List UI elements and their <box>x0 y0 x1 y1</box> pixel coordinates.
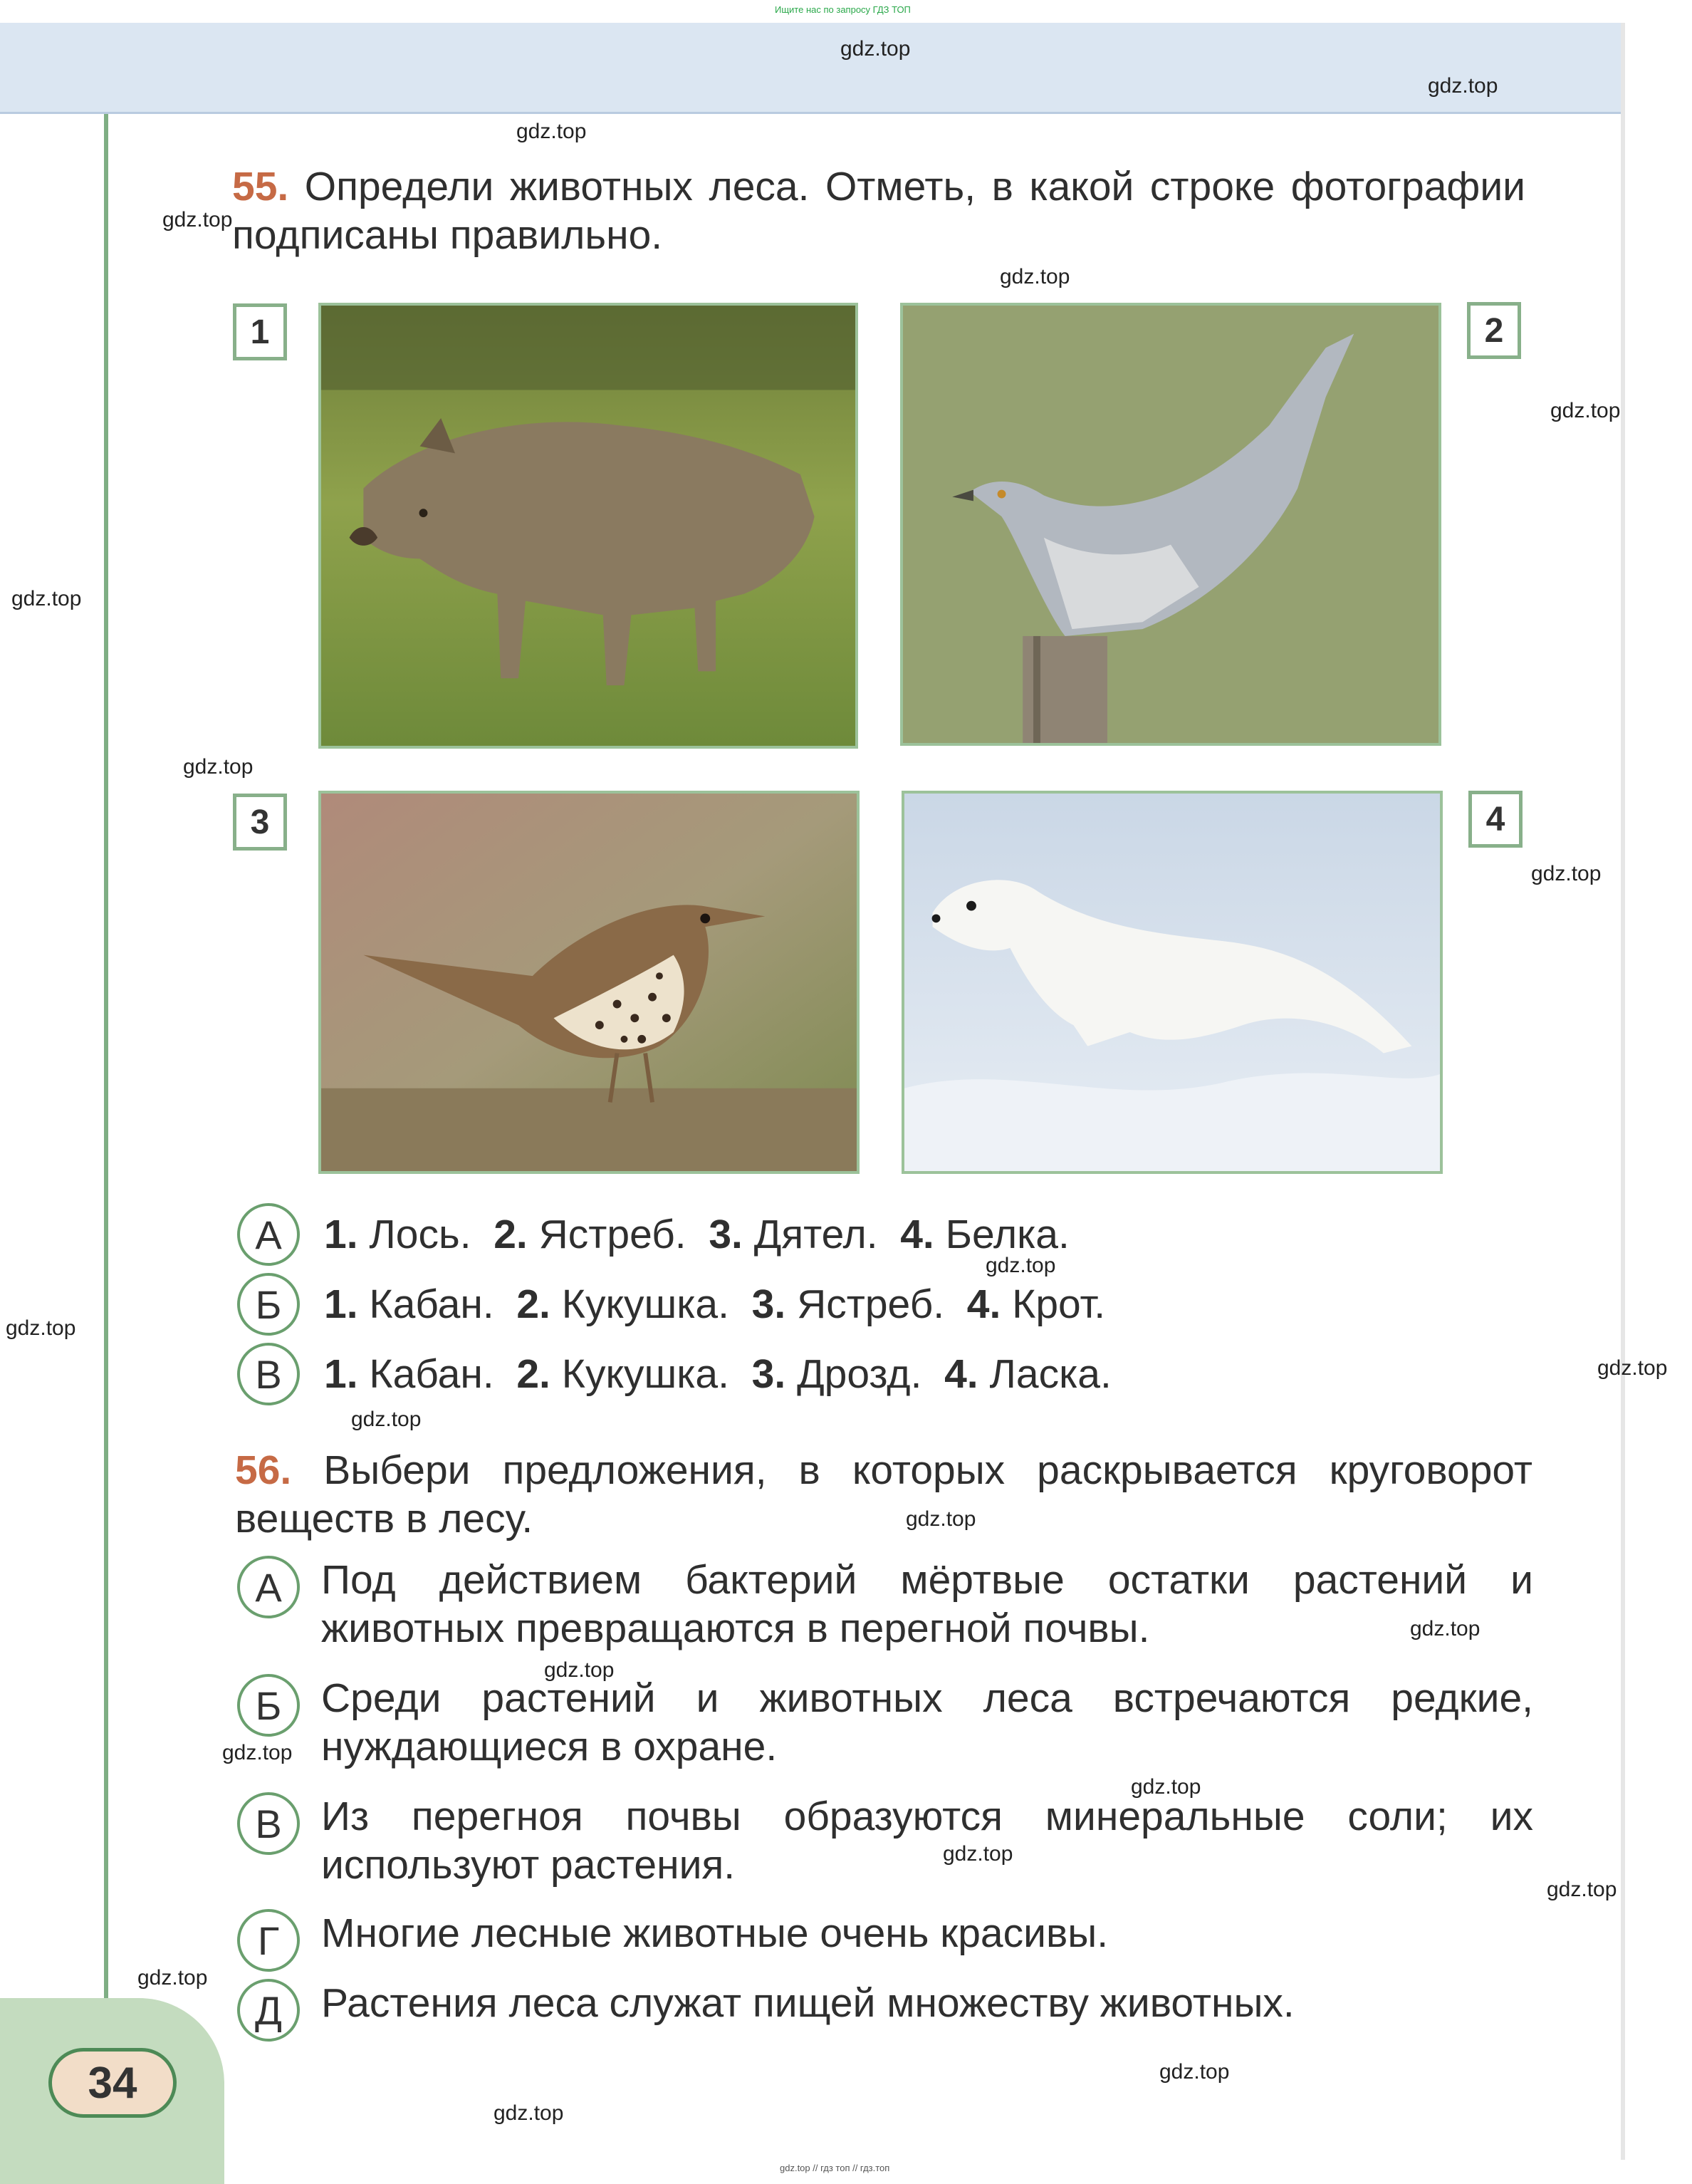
watermark: gdz.top <box>544 1658 615 1682</box>
bottom-note: gdz.top // гдз топ // гдз.топ <box>780 2163 890 2173</box>
photo-cuckoo <box>900 303 1441 746</box>
watermark: gdz.top <box>351 1408 422 1431</box>
top-note: Ищите нас по запросу ГДЗ ТОП <box>775 4 911 15</box>
watermark: gdz.top <box>840 37 911 61</box>
task56-option-a[interactable] <box>237 1556 1533 1653</box>
option-letter[interactable]: В <box>237 1343 300 1405</box>
photo-label-3: 3 <box>233 794 287 851</box>
boar-image <box>321 306 855 746</box>
cuckoo-image <box>903 306 1438 743</box>
watermark: gdz.top <box>11 587 82 610</box>
watermark: gdz.top <box>1547 1878 1617 1901</box>
option-text: 1. Кабан. 2. Кукушка. 3. Ястреб. 4. Крот. <box>324 1281 1106 1327</box>
photo-weasel <box>902 791 1443 1174</box>
task56-option-b[interactable] <box>237 1674 1533 1771</box>
watermark: gdz.top <box>1131 1775 1201 1799</box>
watermark: gdz.top <box>1597 1356 1668 1380</box>
photo-thrush <box>318 791 860 1174</box>
watermark: gdz.top <box>6 1316 76 1340</box>
watermark: gdz.top <box>222 1741 293 1764</box>
task-number: 55. <box>232 164 289 209</box>
task56-option-g[interactable] <box>237 1909 1533 1963</box>
watermark: gdz.top <box>494 2101 564 2125</box>
weasel-image <box>904 794 1440 1171</box>
option-letter[interactable]: Б <box>237 1273 300 1336</box>
watermark: gdz.top <box>516 120 587 143</box>
option-text: Из перегноя почвы образуются минеральные соли; их используют растения. <box>321 1794 1533 1888</box>
watermark: gdz.top <box>162 208 233 232</box>
photo-boar <box>318 303 858 749</box>
margin-rule <box>104 114 108 2123</box>
option-text: 1. Лось. 2. Ястреб. 3. Дятел. 4. Белка. <box>324 1212 1070 1257</box>
option-letter[interactable]: Б <box>237 1674 300 1737</box>
option-text: Многие лесные животные очень красивы. <box>321 1910 1109 1956</box>
task56-option-v[interactable] <box>237 1792 1533 1889</box>
task55-option-a[interactable] <box>237 1202 1070 1267</box>
option-letter[interactable]: Г <box>237 1909 300 1972</box>
page-number: 34 <box>48 2048 177 2118</box>
task-text: Определи животных леса. Отметь, в какой строке фотографии подписаны правильно. <box>232 164 1525 258</box>
photo-label-4: 4 <box>1468 791 1523 848</box>
watermark: gdz.top <box>986 1254 1056 1277</box>
watermark: gdz.top <box>1550 399 1621 422</box>
task-56 <box>235 1446 1532 1543</box>
option-text: Среди растений и животных леса встречаются редкие, нуждающиеся в охране. <box>321 1675 1533 1769</box>
watermark: gdz.top <box>137 1966 208 1990</box>
task55-option-v[interactable] <box>237 1342 1112 1406</box>
option-text: 1. Кабан. 2. Кукушка. 3. Дрозд. 4. Ласка. <box>324 1351 1112 1397</box>
option-text: Под действием бактерий мёртвые остатки растений и животных превращаются в перегной почвы. <box>321 1557 1533 1651</box>
watermark: gdz.top <box>1159 2060 1230 2084</box>
watermark: gdz.top <box>943 1842 1013 1866</box>
option-text: Растения леса служат пищей множеству животных. <box>321 1980 1295 2026</box>
task55-option-b[interactable] <box>237 1272 1105 1336</box>
thrush-image <box>321 794 857 1171</box>
photo-label-1: 1 <box>233 303 287 360</box>
task-number: 56. <box>235 1447 292 1493</box>
option-letter[interactable]: А <box>237 1203 300 1266</box>
task-text: Выбери предложения, в которых раскрывается круговорот веществ в лесу. <box>235 1447 1532 1541</box>
watermark: gdz.top <box>1000 265 1070 288</box>
option-letter[interactable]: А <box>237 1556 300 1618</box>
task-55 <box>232 162 1525 259</box>
page-spine <box>1621 23 1625 2160</box>
header-band <box>0 23 1621 114</box>
watermark: gdz.top <box>183 755 254 779</box>
option-letter[interactable]: Д <box>237 1979 300 2042</box>
watermark: gdz.top <box>1410 1617 1480 1640</box>
watermark: gdz.top <box>906 1507 976 1531</box>
watermark: gdz.top <box>1531 862 1602 885</box>
photo-label-2: 2 <box>1467 302 1521 359</box>
watermark: gdz.top <box>1428 74 1498 98</box>
option-letter[interactable]: В <box>237 1792 300 1855</box>
task56-option-d[interactable] <box>237 1979 1533 2033</box>
